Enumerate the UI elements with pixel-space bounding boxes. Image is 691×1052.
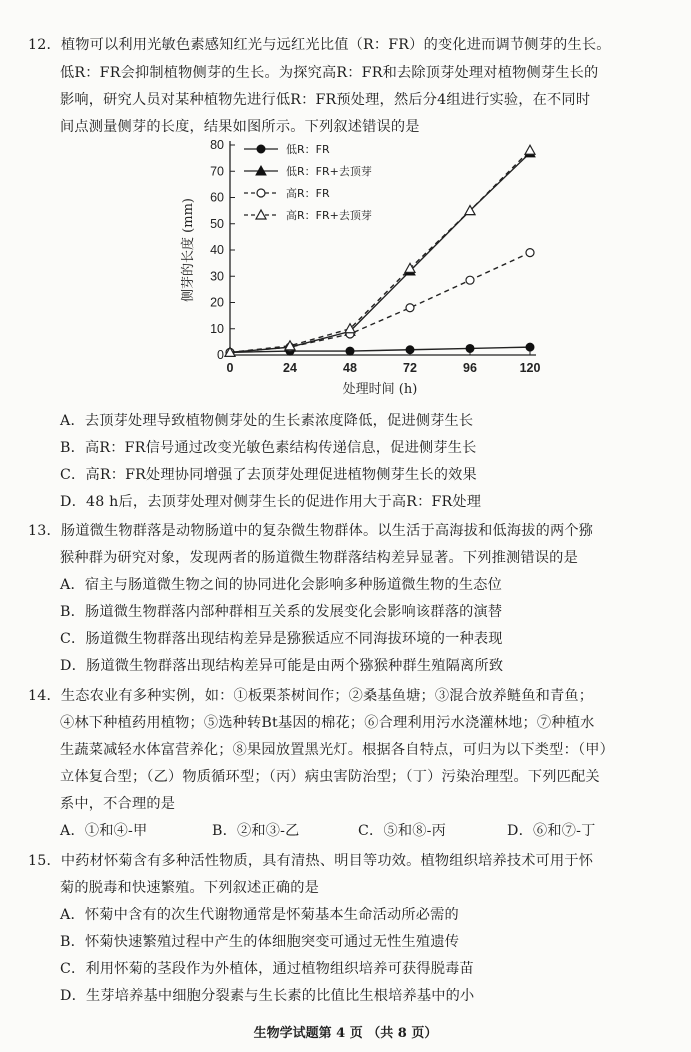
chart-plot-area — [225, 145, 535, 356]
q12-option-a[interactable]: A．去顶芽处理导致植物侧芽处的生长素浓度降低，促进侧芽生长 — [60, 413, 474, 429]
y-tick-label: 60 — [210, 190, 224, 205]
q15-option-c[interactable]: C．利用怀菊的茎段作为外植体，通过植物组织培养可获得脱毒苗 — [60, 961, 474, 977]
q15-line-2: 菊的脱毒和快速繁殖。下列叙述正确的是 — [60, 880, 319, 896]
q12-line-3: 影响，研究人员对某种植物先进行低R：FR预处理，然后分4组进行实验，在不同时 — [60, 92, 591, 108]
legend-marker — [257, 145, 265, 153]
q12-line-1: 12．植物可以利用光敏色素感知红光与远红光比值（R：FR）的变化进而调节侧芽的生长。 — [28, 37, 611, 53]
data-point — [406, 304, 414, 312]
q12-option-c[interactable]: C．高R：FR处理协同增强了去顶芽处理促进植物侧芽生长的效果 — [60, 467, 477, 483]
legend-marker — [257, 189, 265, 197]
q13-option-d[interactable]: D．肠道微生物群落出现结构差异可能是由两个猕猴种群生殖隔离所致 — [60, 658, 504, 674]
data-point — [466, 344, 474, 352]
legend-marker — [256, 210, 266, 219]
legend-label: 高R：FR — [286, 187, 330, 200]
data-point — [406, 346, 414, 354]
data-point — [466, 276, 474, 284]
q12-line-2: 低R：FR会抑制植物侧芽的生长。为探究高R：FR和去除顶芽处理对植物侧芽生长的 — [60, 65, 599, 81]
y-tick-label: 40 — [210, 243, 224, 257]
legend-label: 高R：FR+去顶芽 — [286, 209, 372, 222]
x-tick-label: 0 — [226, 361, 234, 375]
data-point — [526, 249, 534, 257]
page-footer: 生物学试题第 4 页 （共 8 页） — [253, 1026, 438, 1041]
q13-line-1: 13．肠道微生物群落是动物肠道中的复杂微生物群体。以生活于高海拔和低海拔的两个猕 — [28, 523, 594, 539]
data-point — [526, 343, 534, 351]
q15-option-d[interactable]: D．生芽培养基中细胞分裂素与生长素的比值比生根培养基中的小 — [60, 988, 475, 1004]
q13-line-2: 猴种群为研究对象，发现两者的肠道微生物群落结构差异显著。下列推测错误的是 — [60, 550, 578, 566]
data-point — [346, 347, 354, 355]
y-axis-label: 侧芽的长度 (mm) — [181, 198, 196, 302]
q14-line-5: 系中，不合理的是 — [60, 796, 176, 812]
legend-label: 低R：FR — [286, 143, 330, 156]
q14-line-3: 生蔬菜减轻水体富营养化；⑧果园放置黑光灯。根据各自特点，可归为以下类型：（甲） — [60, 742, 615, 758]
series-line — [230, 150, 530, 352]
q14-line-2: ④林下种植药用植物；⑤选种转Bt基因的棉花；⑥合理利用污水浇灌林地；⑦种植水 — [60, 715, 595, 731]
data-point — [525, 145, 535, 154]
x-tick-label: 96 — [463, 361, 477, 375]
x-tick-label: 48 — [343, 361, 357, 375]
chart-legend — [244, 143, 372, 222]
series-line — [230, 153, 530, 353]
q15-line-1: 15．中药材怀菊含有多种活性物质，具有清热、明目等功效。植物组织培养技术可用于怀 — [28, 853, 594, 869]
q12-option-d[interactable]: D．48 h后，去顶芽处理对侧芽生长的促进作用大于高R：FR处理 — [60, 494, 482, 510]
q14-option-a[interactable]: A．①和④-甲 — [60, 823, 148, 839]
q13-option-a[interactable]: A．宿主与肠道微生物之间的协同进化会影响多种肠道微生物的生态位 — [60, 577, 503, 593]
y-tick-label: 0 — [217, 348, 224, 362]
y-tick-label: 10 — [210, 321, 224, 336]
x-tick-label: 24 — [283, 361, 297, 375]
q14-option-d[interactable]: D．⑥和⑦-丁 — [507, 823, 596, 839]
q14-option-c[interactable]: C．⑤和⑧-丙 — [358, 823, 446, 839]
q14-line-1: 14．生态农业有多种实例，如：①板栗茶树间作；②桑基鱼塘；③混合放养鲢鱼和青鱼； — [28, 688, 594, 704]
y-tick-label: 70 — [210, 164, 224, 179]
legend-label: 低R：FR+去顶芽 — [286, 165, 372, 178]
x-axis-label: 处理时间 (h) — [342, 382, 418, 397]
q14-line-4: 立体复合型；（乙）物质循环型；（丙）病虫害防治型；（丁）污染治理型。下列匹配关 — [60, 769, 600, 785]
q13-option-c[interactable]: C．肠道微生物群落出现结构差异是猕猴适应不同海拔环境的一种表现 — [60, 631, 503, 647]
x-tick-label: 120 — [519, 361, 541, 375]
y-tick-label: 20 — [210, 295, 224, 310]
x-tick-label: 72 — [403, 361, 417, 375]
y-tick-label: 80 — [210, 138, 224, 152]
q12-option-b[interactable]: B．高R：FR信号通过改变光敏色素结构传递信息，促进侧芽生长 — [60, 440, 477, 456]
q15-option-a[interactable]: A．怀菊中含有的次生代谢物通常是怀菊基本生命活动所必需的 — [60, 907, 459, 923]
q14-option-b[interactable]: B．②和③-乙 — [212, 823, 300, 839]
y-tick-label: 30 — [210, 269, 224, 284]
q15-option-b[interactable]: B．怀菊快速繁殖过程中产生的体细胞突变可通过无性生殖遗传 — [60, 934, 460, 950]
y-tick-label: 50 — [210, 216, 224, 231]
series-line — [230, 253, 530, 353]
q13-option-b[interactable]: B．肠道微生物群落内部种群相互关系的发展变化会影响该群落的演替 — [60, 604, 503, 620]
growth-line-chart — [160, 135, 560, 410]
q12-line-4: 间点测量侧芽的长度，结果如图所示。下列叙述错误的是 — [60, 119, 420, 135]
